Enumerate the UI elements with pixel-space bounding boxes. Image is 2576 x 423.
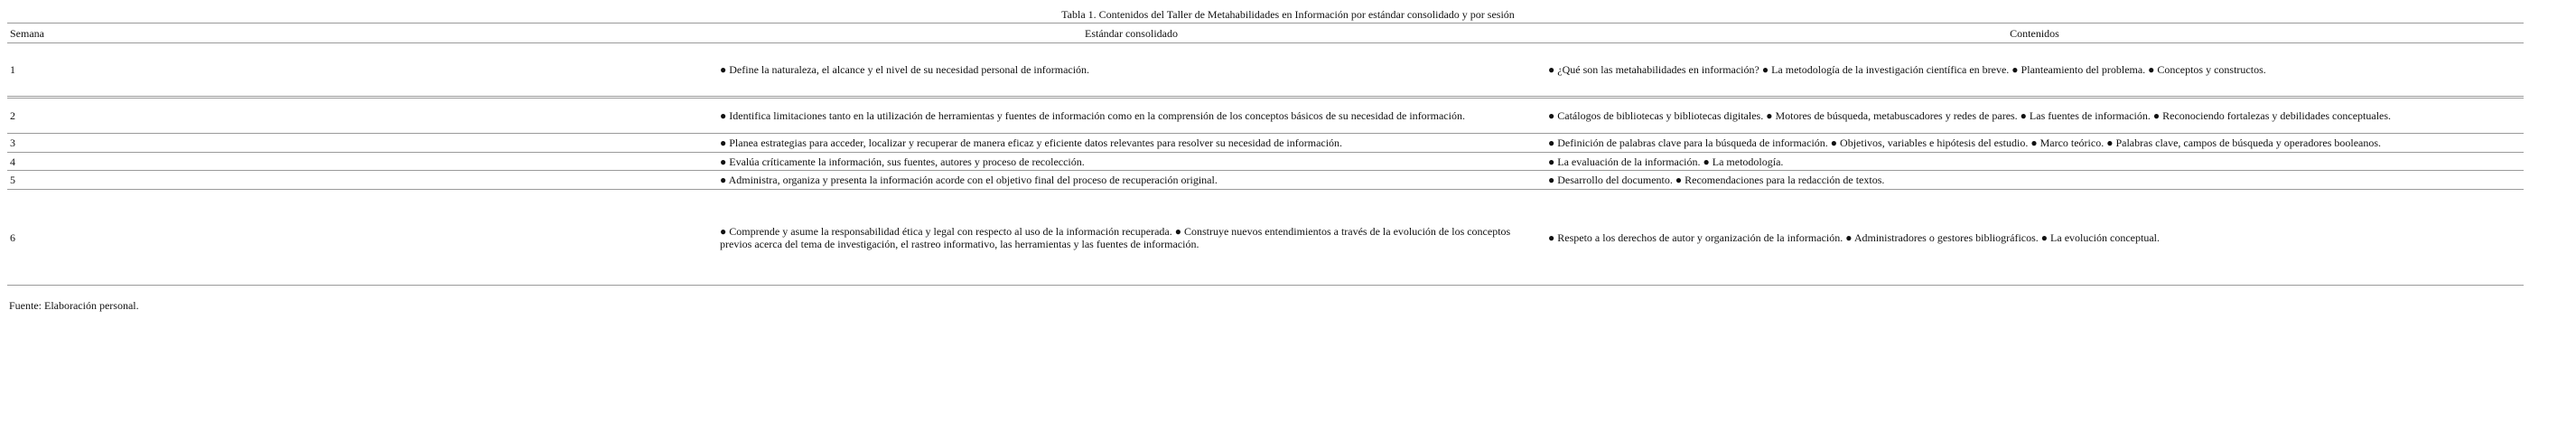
week-cell: 5 [7,171,717,190]
week-cell: 4 [7,153,717,171]
table-row [7,171,2524,190]
table-row [7,190,2524,286]
header-week: Semana [7,24,717,43]
contents-cell: ● Definición de palabras clave para la búsqueda de información. ● Objetivos, variables e hipótesis del estudio. ● Marco teórico. ● Palabras clave, campos de búsqueda y operadores booleanos. [1545,134,2524,153]
table-row [7,98,2524,134]
contents-cell: ● Respeto a los derechos de autor y organización de la información. ● Administradores o gestores bibliográficos. ● La evolución conceptual. [1545,190,2524,286]
table-header-row [7,24,2524,43]
header-contents: Contenidos [1545,24,2524,43]
contents-cell: ● ¿Qué son las metahabilidades en información? ● La metodología de la investigación científica en breve. ● Planteamiento del problema. ● Conceptos y constructos. [1545,43,2524,98]
table-row [7,153,2524,171]
header-standard: Estándar consolidado [717,24,1545,43]
standard-cell: ● Evalúa críticamente la información, sus fuentes, autores y proceso de recolección. [717,153,1545,171]
standard-cell: ● Comprende y asume la responsabilidad ética y legal con respecto al uso de la información recuperada. ● Construye nuevos entendimientos a través de la evolución de los conceptos previos acerca del tema de investigación, el rastreo informativo, las herramientas y las fuentes de información. [717,190,1545,286]
standard-cell: ● Define la naturaleza, el alcance y el nivel de su necesidad personal de información. [717,43,1545,98]
standard-cell: ● Identifica limitaciones tanto en la utilización de herramientas y fuentes de información como en la comprensión de los conceptos básicos de su necesidad de información. [717,98,1545,134]
contents-table [7,23,2524,286]
table-caption: Tabla 1. Contenidos del Taller de Metahabilidades en Información por estándar consolidado y por sesión [1061,8,1515,21]
table-row [7,134,2524,153]
source-note: Fuente: Elaboración personal. [9,299,139,312]
table-row [7,43,2524,98]
week-cell: 3 [7,134,717,153]
contents-cell: ● Catálogos de bibliotecas y bibliotecas digitales. ● Motores de búsqueda, metabuscadores y redes de pares. ● Las fuentes de información. ● Reconociendo fortalezas y debilidades conceptuales. [1545,98,2524,134]
standard-cell: ● Planea estrategias para acceder, localizar y recuperar de manera eficaz y eficiente datos relevantes para resolver su necesidad de información. [717,134,1545,153]
standard-cell: ● Administra, organiza y presenta la información acorde con el objetivo final del proceso de recuperación original. [717,171,1545,190]
week-cell: 1 [7,43,717,98]
contents-cell: ● Desarrollo del documento. ● Recomendaciones para la redacción de textos. [1545,171,2524,190]
week-cell: 6 [7,190,717,286]
week-cell: 2 [7,98,717,134]
contents-cell: ● La evaluación de la información. ● La metodología. [1545,153,2524,171]
